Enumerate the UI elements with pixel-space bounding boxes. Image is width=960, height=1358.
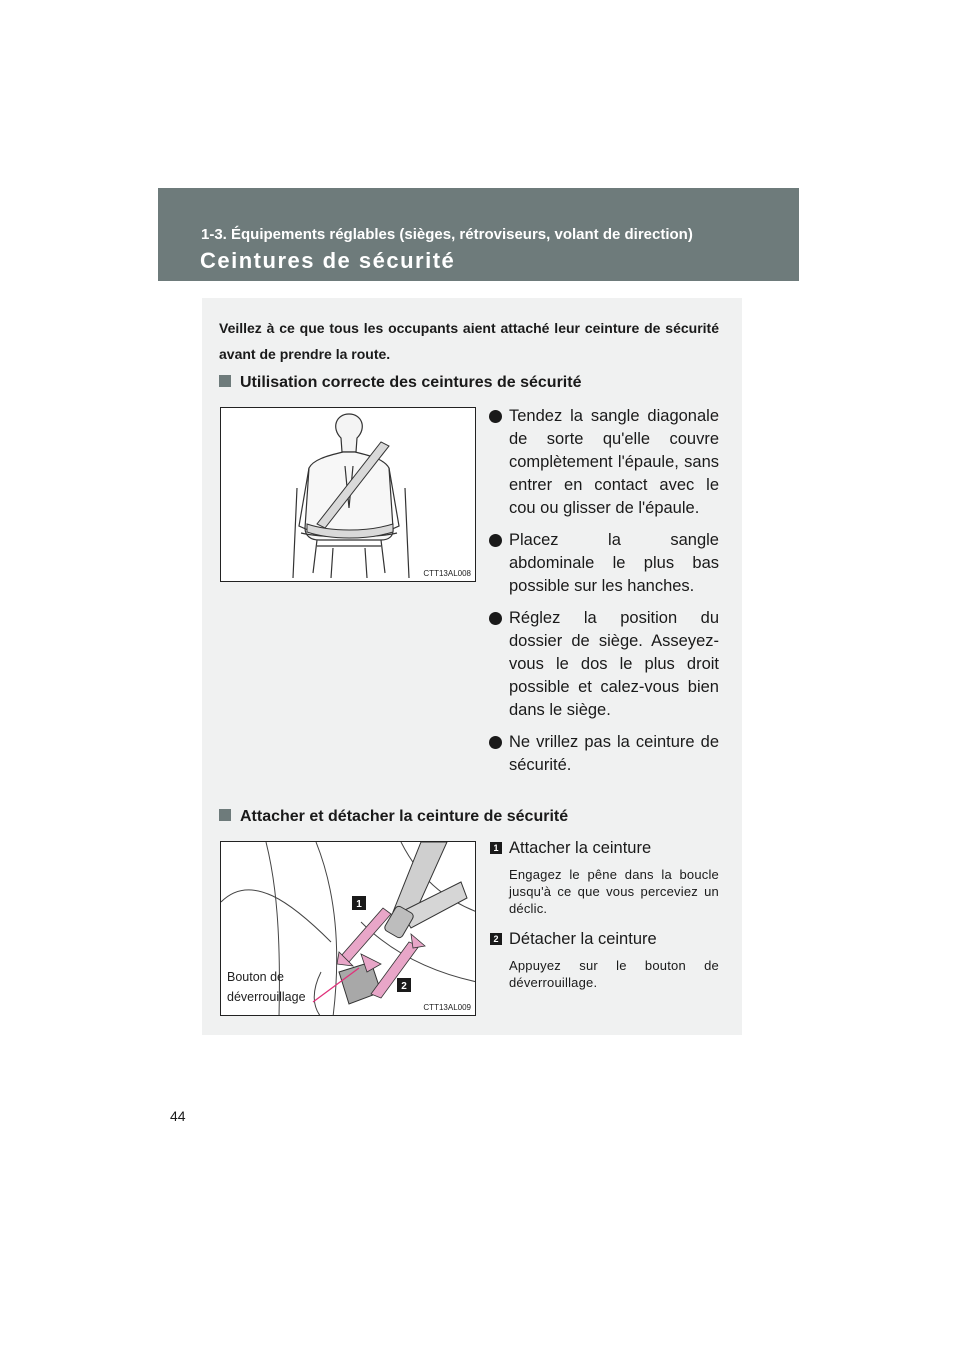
section-header — [158, 188, 799, 281]
step-list — [490, 838, 719, 1003]
bullet-item: Tendez la sangle diagonale de sorte qu'elle couvre complètement l'épaule, sans entrer en contact avec le cou ou glisser de l'épaule. — [489, 405, 719, 520]
seatbelt-posture-illustration — [221, 408, 476, 582]
content-panel — [202, 298, 742, 1035]
page-title: Ceintures de sécurité — [200, 248, 456, 273]
step-number-badge: 1 — [490, 842, 502, 854]
bullet-dot-icon — [489, 612, 502, 625]
svg-text:1: 1 — [356, 899, 362, 910]
bullet-item: Placez la sangle abdominale le plus bas possible sur les hanches. — [489, 529, 719, 598]
page-number: 44 — [170, 1108, 186, 1124]
bullet-list — [489, 405, 719, 786]
bullet-dot-icon — [489, 736, 502, 749]
step-title: 1 Attacher la ceinture — [490, 838, 719, 858]
step-number-badge: 2 — [490, 933, 502, 945]
section-breadcrumb: 1-3. Équipements réglables (sièges, rétroviseurs, volant de direction) — [201, 226, 693, 243]
buckle-figure — [220, 841, 476, 1016]
square-bullet-icon — [219, 375, 231, 387]
section1-heading: Utilisation correcte des ceintures de sécurité — [219, 374, 581, 392]
seated-person-figure — [220, 407, 476, 582]
step-description: Appuyez sur le bouton de déverrouillage. — [509, 958, 719, 990]
square-bullet-icon — [219, 809, 231, 821]
figure-code: CTT13AL009 — [423, 1003, 471, 1012]
release-button-callout-line2: déverrouillage — [227, 990, 306, 1004]
intro-text: Veillez à ce que tous les occupants aient attaché leur ceinture de sécurité avant de prendre la route. — [219, 320, 719, 362]
section2-heading: Attacher et détacher la ceinture de sécurité — [219, 808, 568, 826]
step-description: Engagez le pêne dans la boucle jusqu'à ce que vous perceviez un déclic. — [509, 867, 719, 916]
figure-code: CTT13AL008 — [423, 569, 471, 578]
bullet-item: Ne vrillez pas la ceinture de sécurité. — [489, 731, 719, 777]
bullet-item: Réglez la position du dossier de siège. Asseyez-vous le dos le plus droit possible et calez-vous bien dans le siège. — [489, 607, 719, 722]
bullet-dot-icon — [489, 534, 502, 547]
release-button-callout: Bouton de — [227, 970, 284, 984]
bullet-dot-icon — [489, 410, 502, 423]
svg-text:2: 2 — [401, 981, 407, 992]
step-title: 2 Détacher la ceinture — [490, 929, 719, 949]
